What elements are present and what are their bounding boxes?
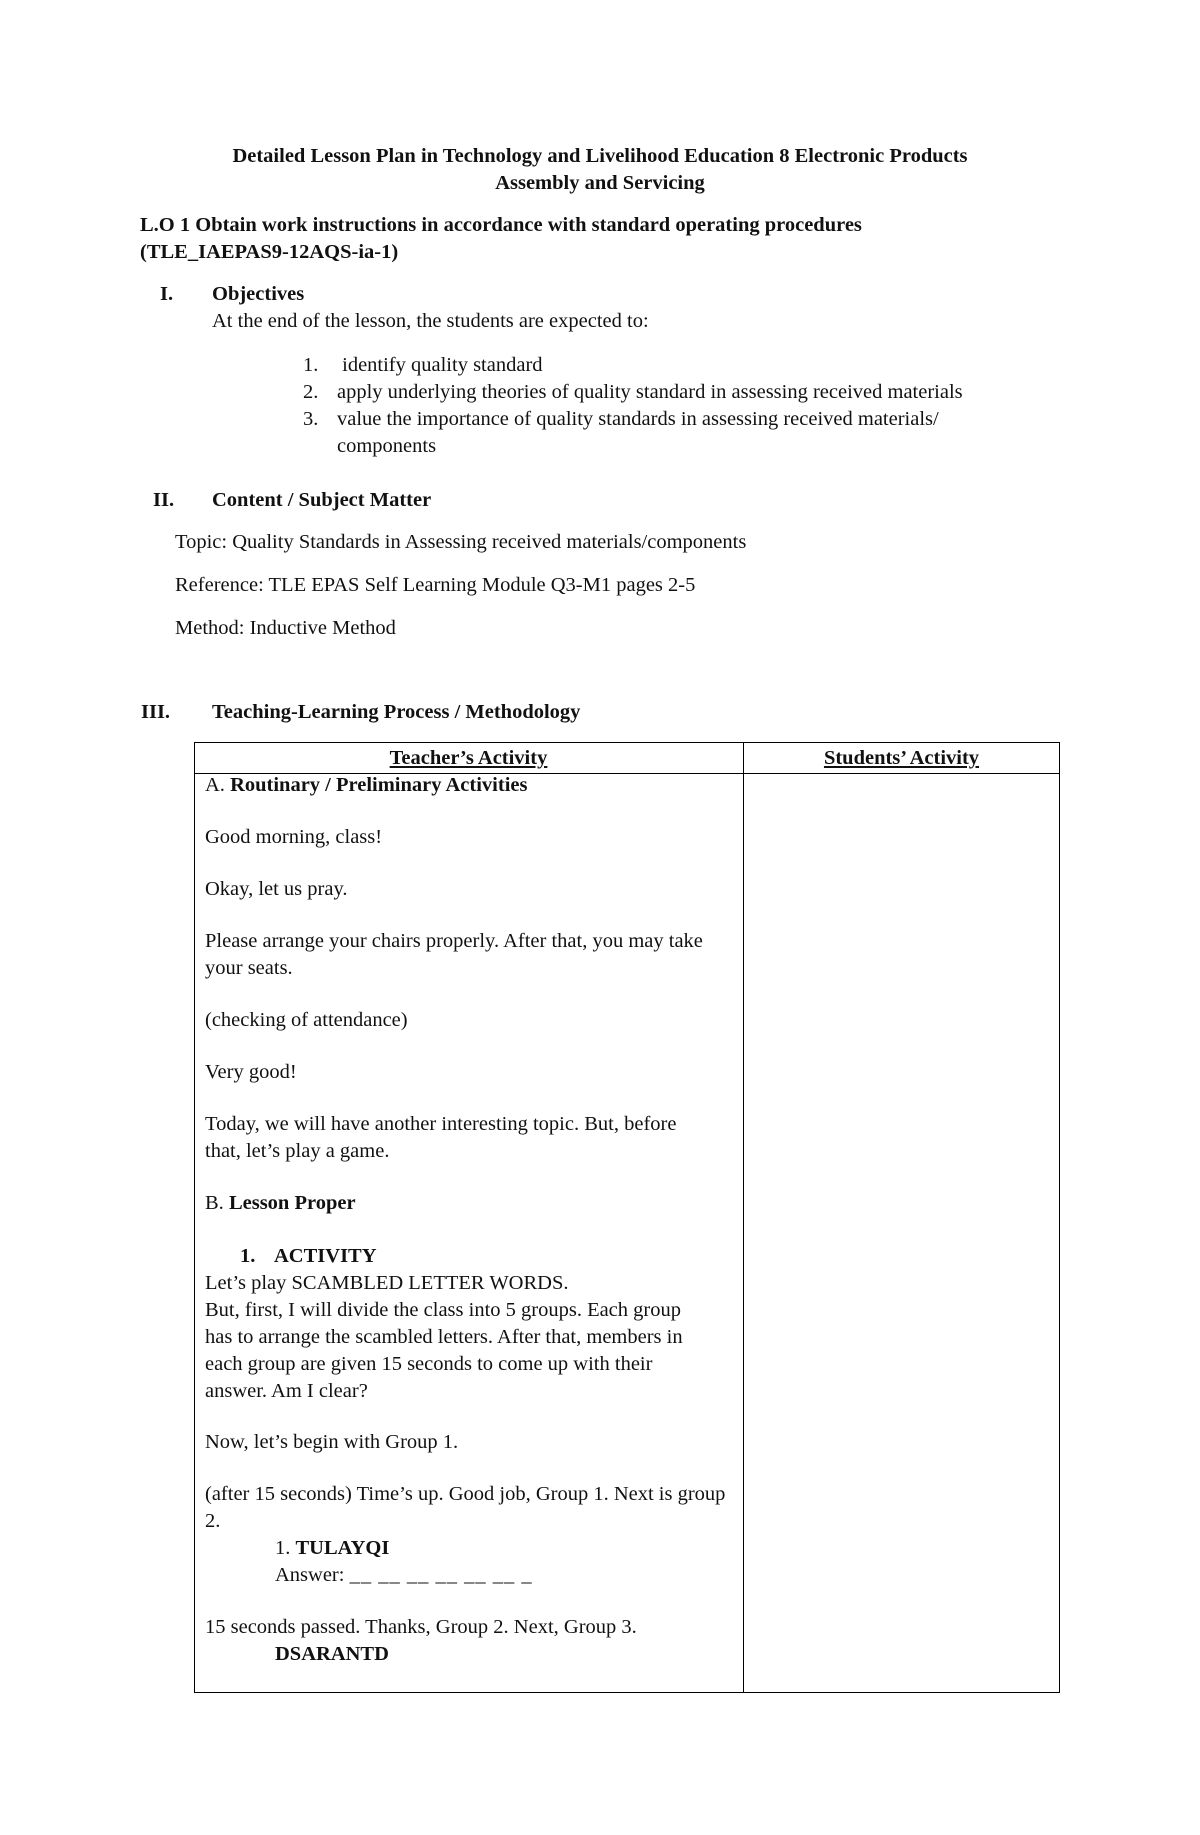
content-heading: Content / Subject Matter [212, 489, 432, 511]
document-title-line-1: Detailed Lesson Plan in Technology and Livelihood Education 8 Electronic Products [232, 145, 968, 167]
section-prefix: B. [205, 1192, 229, 1214]
activity-number: 1. [240, 1245, 256, 1267]
after-15-seconds-text: (after 15 seconds) Time’s up. Good job, Group 1. Next is group 2. [205, 1483, 726, 1532]
objective-number: 2. [303, 381, 319, 403]
objective-text: apply underlying theories of quality standard in assessing received materials [337, 381, 963, 403]
lesson-proper-heading: Lesson Proper [228, 1192, 356, 1214]
today-text: Today, we will have another interesting topic. But, before that, let’s play a game. [205, 1113, 677, 1162]
section-prefix: A. [205, 774, 231, 796]
column-header-students: Students’ Activity [823, 747, 980, 769]
content-numeral: II. [153, 489, 175, 511]
objectives-intro: At the end of the lesson, the students are expected to: [212, 310, 649, 332]
lesson-proper-row [205, 1190, 725, 1217]
answer-label: Answer: [275, 1564, 350, 1586]
passed-text: 15 seconds passed. Thanks, Group 2. Next, Group 3. [205, 1616, 637, 1638]
routinary-heading: Routinary / Preliminary Activities [230, 774, 528, 796]
content-topic: Topic: Quality Standards in Assessing received materials/components [175, 531, 747, 553]
objective-text-continuation: components [337, 435, 437, 457]
pray-text: Okay, let us pray. [205, 878, 348, 900]
answer-blank: __ __ __ __ __ __ _ [349, 1564, 533, 1586]
objective-number: 1. [303, 354, 319, 376]
scrambled-word-2: DSARANTD [275, 1643, 389, 1665]
content-method: Method: Inductive Method [175, 617, 396, 639]
learning-outcome-line-1: L.O 1 Obtain work instructions in accordance with standard operating procedures [140, 214, 862, 236]
begin-text: Now, let’s begin with Group 1. [205, 1431, 459, 1453]
document-title-line-2: Assembly and Servicing [495, 172, 705, 194]
process-numeral: III. [141, 701, 171, 723]
greeting-text: Good morning, class! [205, 826, 383, 848]
activity-heading: ACTIVITY [274, 1245, 377, 1267]
objective-text: identify quality standard [337, 354, 543, 376]
objective-number: 3. [303, 408, 319, 430]
process-heading: Teaching-Learning Process / Methodology [212, 701, 581, 723]
activity-line-1: Let’s play SCAMBLED LETTER WORDS. [205, 1272, 569, 1294]
objectives-heading: Objectives [212, 283, 305, 305]
learning-outcome-code: (TLE_IAEPAS9-12AQS-ia-1) [140, 241, 399, 263]
activity-instructions: But, first, I will divide the class into 5 groups. Each group has to arrange the scambled letters. After that, members in each group are given 15 seconds to come up with their answer. Am I clear? [205, 1299, 683, 1402]
scrambled-word-1-row [275, 1535, 795, 1562]
very-good-text: Very good! [205, 1061, 297, 1083]
routinary-heading-row [205, 772, 725, 799]
word-number: 1. [275, 1537, 296, 1559]
scrambled-word-1: TULAYQI [295, 1537, 390, 1559]
content-reference: Reference: TLE EPAS Self Learning Module Q3-M1 pages 2-5 [175, 574, 696, 596]
arrange-text: Please arrange your chairs properly. After that, you may take your seats. [205, 930, 703, 979]
attendance-text: (checking of attendance) [205, 1009, 408, 1031]
column-header-teacher: Teacher’s Activity [389, 747, 548, 769]
answer-row [275, 1562, 795, 1589]
objectives-numeral: I. [160, 283, 174, 305]
objective-text: value the importance of quality standards in assessing received materials/ [337, 408, 939, 430]
